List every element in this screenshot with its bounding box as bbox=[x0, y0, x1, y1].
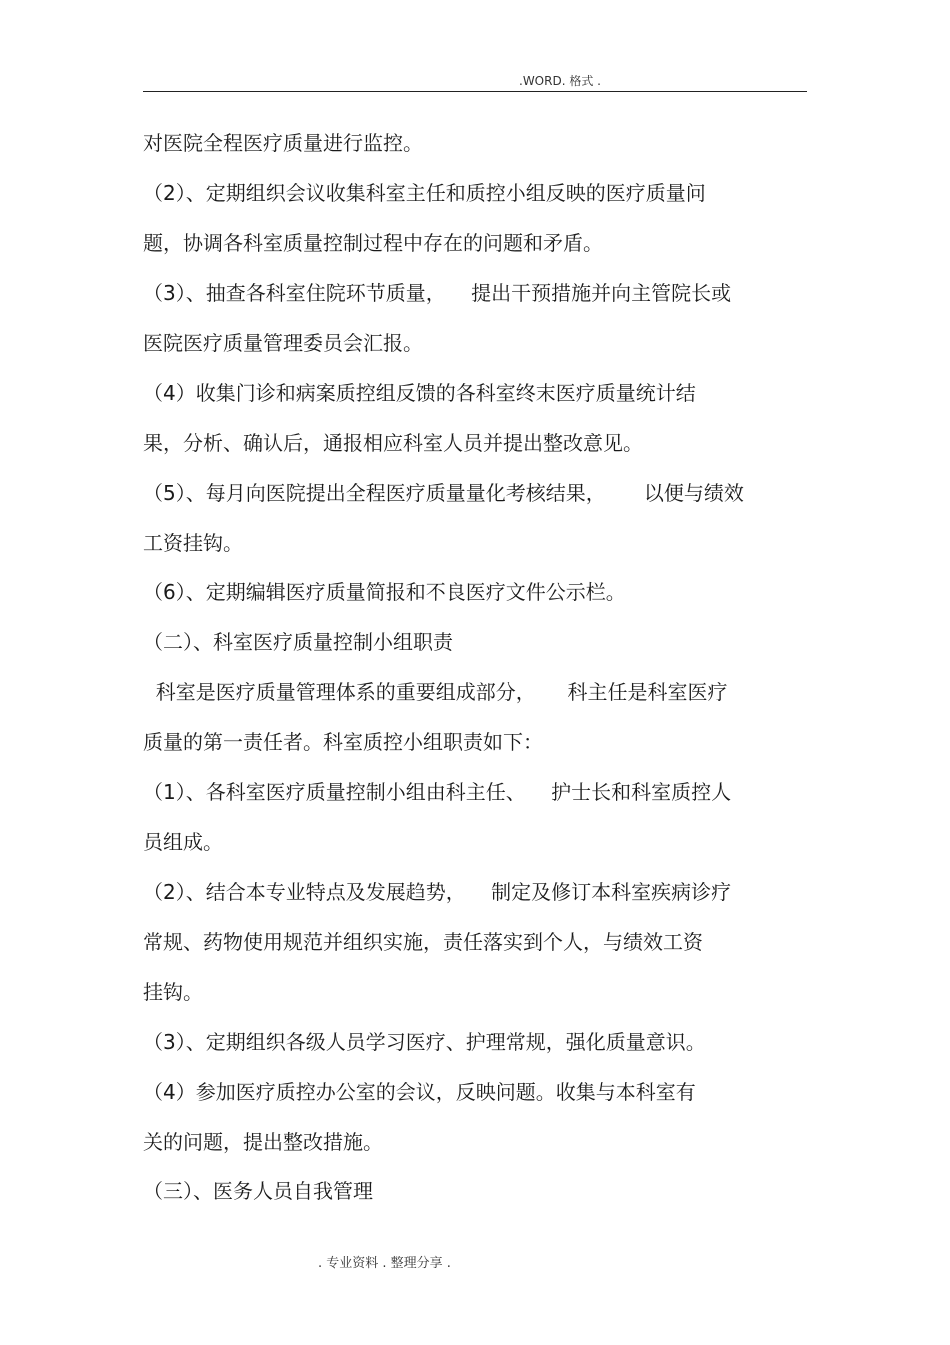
text-line: 质量的第一责任者。科室质控小组职责如下： bbox=[143, 730, 543, 754]
text-line: 医院医疗质量管理委员会汇报。 bbox=[143, 331, 423, 355]
text-line: （4）参加医疗质控办公室的会议，反映问题。收集与本科室有 bbox=[143, 1080, 696, 1104]
text-line: 果，分析、确认后，通报相应科室人员并提出整改意见。 bbox=[143, 431, 643, 455]
text-line: （2）、定期组织会议收集科室主任和质控小组反映的医疗质量问 bbox=[143, 181, 706, 205]
page-footer: . 专业资料 . 整理分享 . bbox=[318, 1256, 451, 1271]
text-line: 科室是医疗质量管理体系的重要组成部分， 科主任是科室医疗 bbox=[143, 680, 728, 704]
text-line: （1）、各科室医疗质量控制小组由科主任、 护士长和科室质控人 bbox=[143, 780, 732, 804]
section-heading: （二）、科室医疗质量控制小组职责 bbox=[143, 630, 453, 654]
text-line: （4）收集门诊和病案质控组反馈的各科室终末医疗质量统计结 bbox=[143, 381, 696, 405]
text-line: （3）、定期组织各级人员学习医疗、护理常规，强化质量意识。 bbox=[143, 1030, 706, 1054]
text-line: 员组成。 bbox=[143, 830, 223, 854]
text-line: 对医院全程医疗质量进行监控。 bbox=[143, 131, 423, 155]
header-label: .WORD. 格式 . bbox=[519, 74, 601, 88]
text-line: 常规、药物使用规范并组织实施，责任落实到个人，与绩效工资 bbox=[143, 930, 703, 954]
text-line: 关的问题，提出整改措施。 bbox=[143, 1130, 383, 1154]
text-line: （5）、每月向医院提出全程医疗质量量化考核结果， 以便与绩效 bbox=[143, 481, 744, 505]
section-heading: （三）、医务人员自我管理 bbox=[143, 1179, 373, 1203]
header-divider bbox=[143, 91, 807, 92]
text-line: 工资挂钩。 bbox=[143, 531, 243, 555]
text-line: （6）、定期编辑医疗质量简报和不良医疗文件公示栏。 bbox=[143, 580, 626, 604]
text-line: 题，协调各科室质量控制过程中存在的问题和矛盾。 bbox=[143, 231, 603, 255]
text-line: （3）、抽查各科室住院环节质量， 提出干预措施并向主管院长或 bbox=[143, 281, 732, 305]
text-line: （2）、结合本专业特点及发展趋势， 制定及修订本科室疾病诊疗 bbox=[143, 880, 732, 904]
text-line: 挂钩。 bbox=[143, 980, 203, 1004]
